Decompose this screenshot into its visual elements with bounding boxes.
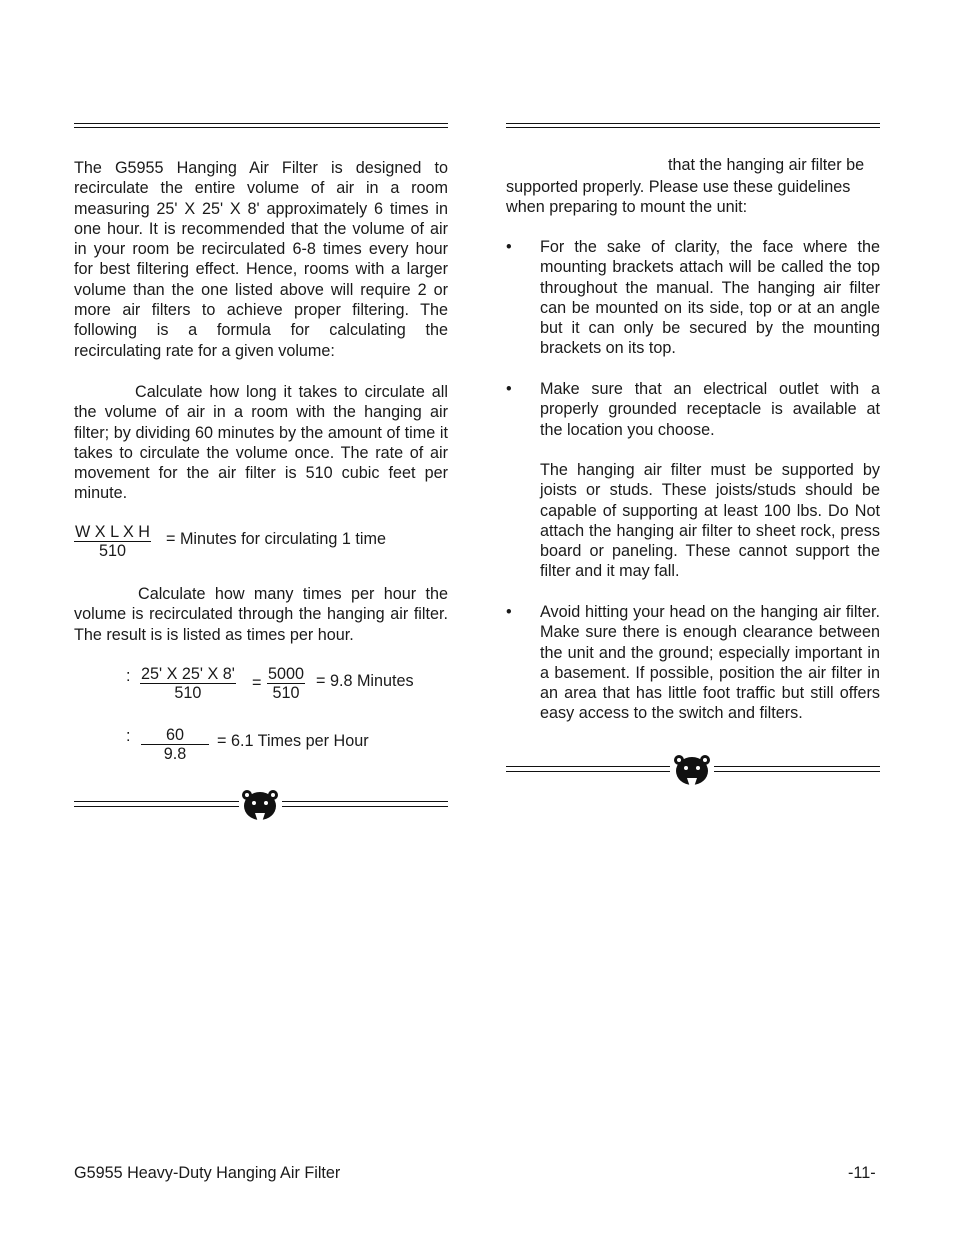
example-2-fraction xyxy=(142,726,208,763)
example-1-equals: = xyxy=(252,674,262,692)
bullet-text: For the sake of clarity, the face where the mounting brackets attach will be called the top throughout the manual. The hanging air filter can be mounted on its side, top or at an angle but it can only be secured by the mounting brackets on its top. xyxy=(540,238,880,358)
bullet-text: Avoid hitting your head on the hanging air filter. Make sure there is enough clearance between the unit and the ground; especially important in a basement. If possible, position the air filter in an area that has little foot traffic but still offers easy access to the switch and filters. xyxy=(540,603,880,723)
bullet-text: The hanging air filter must be supported by joists or studs. These joists/studs should be capable of supporting at least 100 lbs. Do Not attach the hanging air filter to sheet rock, press board or paneling. These cannot support the filter and it may fall. xyxy=(540,461,880,581)
section-header-rule xyxy=(74,123,448,128)
example-2-numerator: 60 xyxy=(141,726,209,745)
bullet-marker: • xyxy=(506,603,512,621)
example-1-numerator-a: 25' X 25' X 8' xyxy=(141,665,235,683)
right-intro-line-1: that the hanging air filter be xyxy=(668,156,865,174)
bullet-marker: • xyxy=(506,380,512,398)
example-1-result: = 9.8 Minutes xyxy=(316,672,414,690)
section-end-divider xyxy=(506,754,880,788)
formula-1-fraction xyxy=(74,523,151,560)
example-1-colon: : xyxy=(126,667,131,685)
section-end-divider xyxy=(74,789,448,823)
example-2-colon: : xyxy=(126,727,131,745)
footer-title: G5955 Heavy-Duty Hanging Air Filter xyxy=(74,1164,341,1182)
formula-1-result: = Minutes for circulating 1 time xyxy=(166,530,386,548)
example-1-numerator-b: 5000 xyxy=(268,665,305,683)
formula-1-denominator: 510 xyxy=(98,542,126,560)
formula-1-numerator: W X L X H xyxy=(75,523,150,541)
example-1-denominator-a: 510 xyxy=(174,684,202,702)
bear-head-icon xyxy=(242,789,278,827)
example-1-denominator-b: 510 xyxy=(272,684,300,702)
intro-paragraph: The G5955 Hanging Air Filter is designed to recirculate the entire volume of air in a room measuring 25' X 25' X 8' approximately 6 times in one hour. It is recommended that the volume of air in your room be recirculated 6-8 times every hour for best filtering effect. Hence, rooms with a larger volume than the one listed above will require 2 or more air filters to achieve proper filtering. The following is a formula for calculating the recirculating rate for a given volume: xyxy=(74,159,448,360)
right-intro-rest: supported properly. Please use these guidelines when preparing to mount the unit: xyxy=(506,178,851,217)
step-1-paragraph: Calculate how long it takes to circulate all the volume of air in a room with the hanging air filter; by dividing 60 minutes by the amount of time it takes to circulate the volume once. The rate of air movement for the air filter is 510 cubic feet per minute. xyxy=(74,383,448,503)
section-header-rule xyxy=(506,123,880,128)
bear-head-icon xyxy=(674,754,710,792)
example-1-fraction-b xyxy=(267,665,305,702)
example-1-fraction-a xyxy=(140,665,236,702)
example-2-result: = 6.1 Times per Hour xyxy=(217,732,369,750)
step-2-paragraph: Calculate how many times per hour the volume is recirculated through the hanging air filter. The result is is listed as times per hour. xyxy=(74,585,448,644)
page-number: -11- xyxy=(848,1164,876,1182)
example-2-denominator: 9.8 xyxy=(163,745,187,763)
bullet-text: Make sure that an electrical outlet with a properly grounded receptacle is available at the location you choose. xyxy=(540,380,880,439)
bullet-marker: • xyxy=(506,238,512,256)
